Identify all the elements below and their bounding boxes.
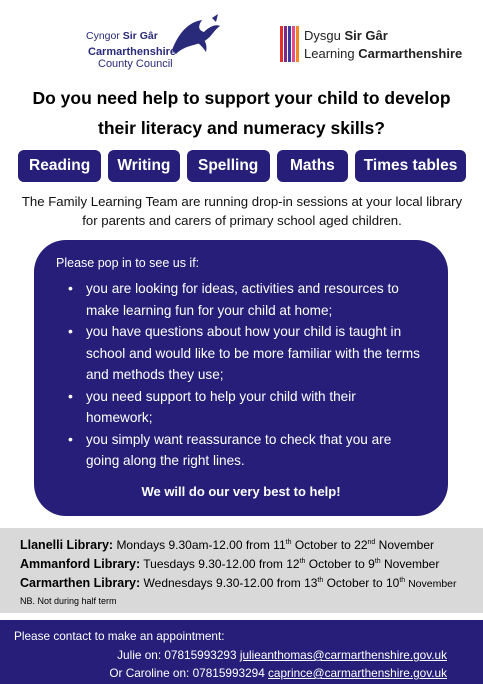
topic-row	[18, 150, 466, 182]
list-item: • you are looking for ideas, activities and resources to make learning fun for your child at home;	[56, 278, 426, 321]
email-link-caroline[interactable]: caprince@carmarthenshire.gov.uk	[268, 666, 447, 680]
venue-name: Carmarthen Library:	[20, 576, 141, 590]
venue-name: Ammanford Library:	[20, 557, 141, 571]
contact-julie: Julie on: 07815993293 julieanthomas@carmarthenshire.gov.uk	[117, 648, 447, 662]
headline-line-2: their literacy and numeracy skills?	[98, 118, 385, 138]
callout-box	[34, 240, 448, 516]
learning-logo-line2: Learning Carmarthenshire	[304, 46, 463, 61]
learning-logo	[280, 26, 463, 66]
topic-writing: Writing	[108, 150, 179, 182]
venue-note: NB. Not during half term	[20, 596, 117, 606]
contact-caroline: Or Caroline on: 07815993294 caprince@carmarthenshire.gov.uk	[109, 666, 447, 680]
venue-name: Llanelli Library:	[20, 538, 114, 552]
callout-intro: Please pop in to see us if:	[56, 256, 200, 270]
topic-reading: Reading	[18, 150, 101, 182]
venues-band	[0, 528, 483, 613]
topic-spelling: Spelling	[187, 150, 270, 182]
contact-band	[0, 620, 483, 684]
learning-logo-line1: Dysgu Sir Gâr	[304, 28, 388, 43]
list-item: • you need support to help your child with their homework;	[56, 386, 426, 429]
list-item: • you simply want reassurance to check that you are going along the right lines.	[56, 429, 426, 472]
callout-list	[56, 278, 426, 472]
topic-times-tables: Times tables	[355, 150, 466, 182]
venue-llanelli: Llanelli Library: Mondays 9.30am-12.00 from 11th October to 22nd November	[20, 538, 435, 552]
venue-ammanford: Ammanford Library: Tuesdays 9.30-12.00 from 12th October to 9th November	[20, 557, 440, 571]
intro-text: The Family Learning Team are running drop-in sessions at your local library for parents and carers of primary school aged children.	[21, 194, 463, 228]
council-logo	[84, 10, 224, 78]
council-logo-line3: County Council	[98, 58, 173, 70]
color-bars-icon	[280, 26, 300, 62]
council-logo-line2: Carmarthenshire	[88, 46, 177, 58]
contact-heading: Please contact to make an appointment:	[14, 629, 225, 643]
dragon-icon	[168, 14, 222, 58]
council-logo-line1: Cyngor Sir Gâr	[86, 30, 158, 42]
headline-line-1: Do you need help to support your child to develop	[32, 88, 451, 108]
venue-carmarthen: Carmarthen Library: Wednesdays 9.30-12.00 from 13th October to 10th November	[20, 576, 457, 590]
email-link-julie[interactable]: julieanthomas@carmarthenshire.gov.uk	[239, 648, 447, 662]
callout-footer: We will do our very best to help!	[141, 484, 341, 499]
list-item: • you have questions about how your child is taught in school and would like to be more familiar with the terms and methods they use;	[56, 321, 426, 386]
topic-maths: Maths	[277, 150, 348, 182]
